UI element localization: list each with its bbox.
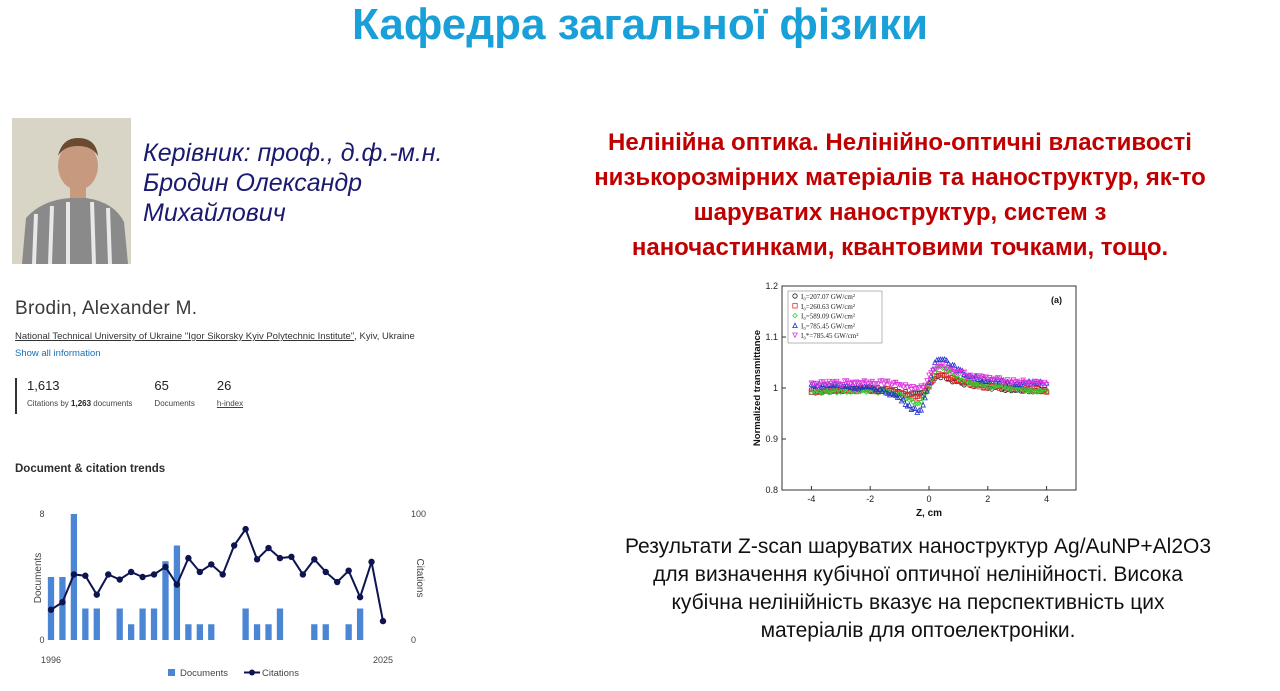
legend-label: I₀=207.07 GW/cm² xyxy=(801,293,855,301)
author-name: Brodin, Alexander M. xyxy=(15,298,198,319)
legend xyxy=(788,291,882,343)
bar xyxy=(254,624,260,640)
y-tick-label: 0 xyxy=(39,635,45,645)
bar xyxy=(346,624,352,640)
citation-point xyxy=(380,618,386,624)
topic-line: Нелінійна оптика. Нелінійно-оптичні властивості xyxy=(608,129,1192,156)
bar xyxy=(162,561,168,640)
citations-count: 1,613 xyxy=(27,378,60,393)
citation-point xyxy=(368,559,374,565)
head-line: Керівник: проф., д.ф.-м.н. xyxy=(143,139,443,167)
y-tick-label: 8 xyxy=(39,509,45,519)
citation-point xyxy=(311,556,317,562)
citations-label-prefix: Citations by xyxy=(27,399,72,408)
documents-count: 65 xyxy=(154,378,169,393)
y2-tick-label: 0 xyxy=(411,635,417,645)
show-all-information-link[interactable]: Show all information xyxy=(15,348,101,359)
citation-point xyxy=(345,568,351,574)
bar xyxy=(139,609,145,641)
x-tick-label: 1996 xyxy=(40,655,62,665)
citation-point xyxy=(220,571,226,577)
head-photo xyxy=(12,118,131,264)
citation-point xyxy=(139,574,145,580)
citation-point xyxy=(162,564,168,570)
topic-line: наночастинками, квантовими точками, тощо. xyxy=(631,234,1169,261)
metrics-row xyxy=(15,378,255,414)
affiliation-link[interactable]: National Technical University of Ukraine "Igor Sikorsky Kyiv Polytechnic Institute" xyxy=(15,331,355,342)
x-tick-label: 2025 xyxy=(372,655,394,665)
citation-point xyxy=(128,569,134,575)
citation-point xyxy=(197,569,203,575)
x-tick-label: -4 xyxy=(807,494,816,504)
topic-line: низькорозмірних матеріалів та наноструктур, як-то xyxy=(594,164,1206,191)
citation-point xyxy=(300,571,306,577)
legend-marker-citations xyxy=(249,670,255,676)
citations-label-suffix: documents xyxy=(91,399,133,408)
y-tick-label: 1 xyxy=(772,383,778,393)
y-tick-label: 0.9 xyxy=(765,434,778,444)
citation-point xyxy=(185,555,191,561)
caption-line: матеріалів для оптоелектроніки. xyxy=(760,619,1076,642)
bar xyxy=(94,609,100,641)
citation-point xyxy=(48,607,54,613)
legend-swatch-documents xyxy=(168,669,175,676)
bar xyxy=(197,624,203,640)
citation-point xyxy=(357,594,363,600)
bar xyxy=(82,609,88,641)
citations-label xyxy=(27,399,132,408)
x-tick-label: 0 xyxy=(926,494,932,504)
head-line: Михайлович xyxy=(143,199,286,227)
x-tick-label: 2 xyxy=(985,494,991,504)
bar xyxy=(151,609,157,641)
head-line: Бродин Олександр xyxy=(143,169,363,197)
citation-point xyxy=(208,561,214,567)
bar xyxy=(59,577,65,640)
bar xyxy=(357,609,363,641)
citation-point xyxy=(254,556,260,562)
citation-point xyxy=(265,545,271,551)
bar xyxy=(174,546,180,641)
legend-label: I₀*=785.45 GW/cm² xyxy=(801,332,859,341)
citation-point xyxy=(116,576,122,582)
caption-line: для визначення кубічної оптичної нелінійності. Висока xyxy=(653,563,1183,586)
citation-point xyxy=(277,555,283,561)
y-axis-label: Normalized transmittance xyxy=(752,329,763,447)
h-index-label[interactable]: h-index xyxy=(216,399,244,408)
citation-point xyxy=(231,542,237,548)
citation-point xyxy=(242,526,248,532)
citation-point xyxy=(59,599,65,605)
legend-label: I₀=260.63 GW/cm² xyxy=(801,302,855,311)
author-profile xyxy=(15,298,455,408)
bar xyxy=(117,609,123,641)
bar xyxy=(242,609,248,641)
citation-point xyxy=(105,571,111,577)
x-axis-label: Z, cm xyxy=(915,508,943,518)
bar xyxy=(128,624,134,640)
citation-point xyxy=(334,579,340,585)
documents-label: Documents xyxy=(154,399,195,408)
department-head xyxy=(143,138,503,228)
research-topic xyxy=(565,125,1235,265)
caption-line: Результати Z-scan шаруватих наноструктур Ag/AuNP+Al2O3 xyxy=(624,535,1212,558)
metric-h-index[interactable] xyxy=(207,378,243,414)
bar xyxy=(323,624,329,640)
citation-point xyxy=(71,571,77,577)
legend-label: Citations xyxy=(262,668,299,679)
legend-label: I₀=785.45 GW/cm² xyxy=(801,322,855,331)
citation-point xyxy=(151,571,157,577)
trends-title: Document & citation trends xyxy=(15,463,166,475)
citation-point xyxy=(288,554,294,560)
citing-documents-count: 1,263 xyxy=(71,399,92,408)
y2-tick-label: 100 xyxy=(411,509,427,519)
citations-line xyxy=(51,529,383,621)
y2-axis-label: Citations xyxy=(414,558,425,598)
affiliation-location: , Kyiv, Ukraine xyxy=(354,331,415,342)
citation-point xyxy=(323,569,329,575)
bar xyxy=(311,624,317,640)
y-axis-label: Documents xyxy=(33,552,44,604)
bar xyxy=(265,624,271,640)
page-title: Кафедра загальної фізики xyxy=(351,0,929,49)
h-index-value: 26 xyxy=(216,378,232,393)
x-tick-label: -2 xyxy=(866,494,875,504)
metric-citations xyxy=(17,378,132,414)
panel-label: (a) xyxy=(1051,295,1062,305)
caption-line: кубічна нелінійність вказує на перспективність цих xyxy=(671,591,1165,614)
legend-label: I₀=589.09 GW/cm² xyxy=(801,312,855,321)
y-tick-label: 1.1 xyxy=(765,332,778,342)
metric-documents xyxy=(144,378,194,414)
z-scan-chart xyxy=(744,278,1084,518)
y-tick-label: 1.2 xyxy=(765,281,778,291)
bar xyxy=(208,624,214,640)
citation-point xyxy=(82,573,88,579)
topic-line: шаруватих наноструктур, систем з xyxy=(693,199,1107,226)
document-citation-trend-chart xyxy=(15,500,435,685)
legend-label: Documents xyxy=(180,668,229,679)
citation-point xyxy=(94,591,100,597)
x-tick-label: 4 xyxy=(1044,494,1050,504)
results-caption xyxy=(568,533,1268,645)
bar xyxy=(277,609,283,641)
y-tick-label: 0.8 xyxy=(765,485,778,495)
bar xyxy=(185,624,191,640)
citation-point xyxy=(174,581,180,587)
affiliation xyxy=(15,331,455,342)
